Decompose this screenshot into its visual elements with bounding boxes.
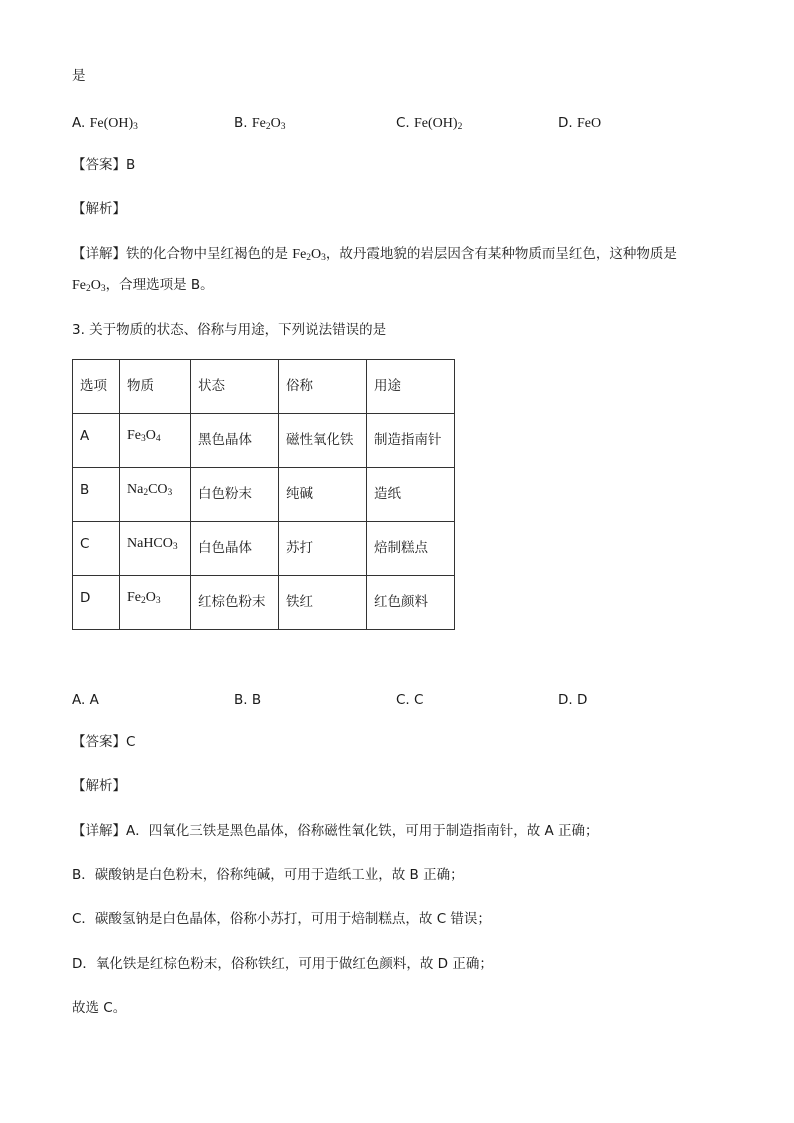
header-cell: 选项 <box>73 360 120 414</box>
table-row <box>73 576 455 630</box>
state-cell: 白色粉末 <box>191 468 279 522</box>
use-cell: 造纸 <box>367 468 455 522</box>
substance-cell: NaHCO$_3$ <box>120 522 191 576</box>
use-cell: 焙制糕点 <box>367 522 455 576</box>
option-cell: B <box>73 468 120 522</box>
question-2-detail-line-2: $Fe_2O_3$，合理选项是 B。 <box>72 277 214 294</box>
option-c: C. $Fe(OH)_2$ <box>396 115 463 132</box>
common-name-cell: 铁红 <box>279 576 367 630</box>
question-3-analysis-label: 【解析】 <box>72 778 126 794</box>
question-3-detail-line-2: B．碳酸钠是白色粉末，俗称纯碱，可用于造纸工业，故 B 正确； <box>72 867 464 883</box>
option-b: B. $Fe_2O_3$ <box>234 115 286 132</box>
question-3-table <box>72 359 455 630</box>
option-c: C. C <box>396 692 424 708</box>
question-2-options <box>72 115 632 131</box>
option-cell: A <box>73 414 120 468</box>
state-cell: 红棕色粉末 <box>191 576 279 630</box>
question-2-detail-line-1: 【详解】铁的化合物中呈红褐色的是 $Fe_2O_3$，故丹霞地貌的岩层因含有某种物质而呈红色，这种物质是 <box>72 246 677 263</box>
question-3-detail-line-4: D．氧化铁是红棕色粉末，俗称铁红，可用于做红色颜料，故 D 正确； <box>72 956 493 972</box>
option-d: D. D <box>558 692 588 708</box>
question-2-stem-tail: 是 <box>72 68 86 84</box>
option-cell: D <box>73 576 120 630</box>
header-cell: 物质 <box>120 360 191 414</box>
header-cell: 俗称 <box>279 360 367 414</box>
option-d: D. FeO <box>558 115 602 131</box>
question-3-detail-line-3: C．碳酸氢钠是白色晶体，俗称小苏打，可用于焙制糕点，故 C 错误； <box>72 911 491 927</box>
question-3-answer: 【答案】C <box>72 734 136 750</box>
table-row <box>73 468 455 522</box>
question-3-detail-line-1: 【详解】A．四氧化三铁是黑色晶体，俗称磁性氧化铁，可用于制造指南针，故 A 正确； <box>72 823 599 839</box>
substance-cell: $Fe_2O_3$ <box>120 576 191 630</box>
table-row <box>73 414 455 468</box>
question-3-conclusion: 故选 C。 <box>72 1000 127 1016</box>
header-cell: 状态 <box>191 360 279 414</box>
option-a: A. A <box>72 692 99 708</box>
common-name-cell: 纯碱 <box>279 468 367 522</box>
substance-cell: $Fe_3O_4$ <box>120 414 191 468</box>
option-b: B. B <box>234 692 262 708</box>
option-a: A. $Fe(OH)_3$ <box>72 115 138 132</box>
option-cell: C <box>73 522 120 576</box>
use-cell: 红色颜料 <box>367 576 455 630</box>
substance-cell: $Na_2CO_3$ <box>120 468 191 522</box>
common-name-cell: 磁性氧化铁 <box>279 414 367 468</box>
header-cell: 用途 <box>367 360 455 414</box>
question-3-options <box>72 692 632 708</box>
use-cell: 制造指南针 <box>367 414 455 468</box>
question-2-answer: 【答案】B <box>72 157 136 173</box>
question-3-stem: 3. 关于物质的状态、俗称与用途，下列说法错误的是 <box>72 322 387 338</box>
table-row <box>73 522 455 576</box>
table-header-row <box>73 360 455 414</box>
state-cell: 黑色晶体 <box>191 414 279 468</box>
question-2-analysis-label: 【解析】 <box>72 201 126 217</box>
state-cell: 白色晶体 <box>191 522 279 576</box>
common-name-cell: 苏打 <box>279 522 367 576</box>
